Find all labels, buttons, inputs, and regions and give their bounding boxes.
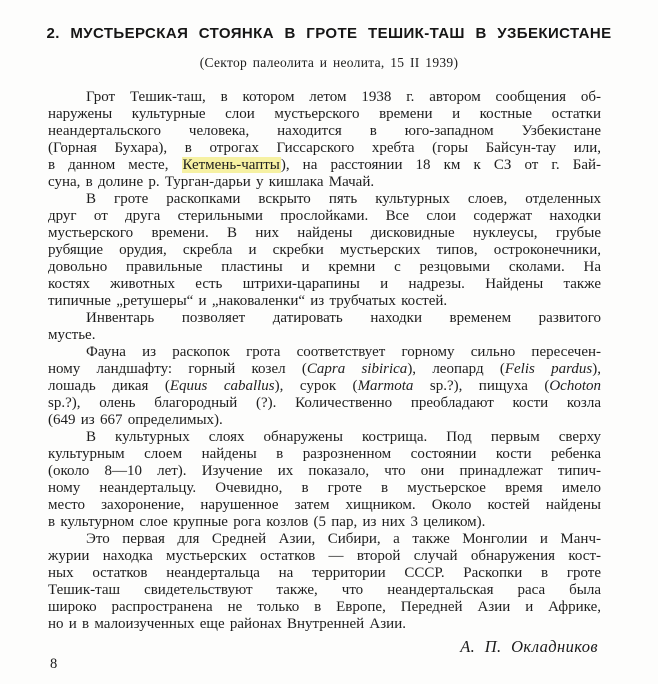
text-line: мустье.: [48, 327, 96, 343]
text-run: в данном месте,: [48, 157, 182, 173]
text-line: [48, 157, 601, 174]
text-line: культурным слоем найдены в разрозненном состоянии кости ребенка: [48, 446, 601, 462]
text-run: ному ландшафту: горный козел (: [48, 361, 307, 377]
text-line: Это первая для Средней Азии, Сибири, а также Монголии и Манч-: [86, 531, 601, 547]
text-line: sp.?), олень благородный (?). Количественно преобладают кости козла: [48, 395, 601, 411]
species-name: Felis pardus: [504, 361, 593, 377]
text-line: рубящие орудия, скребла и скребки мустьерских типов, остроконечники,: [48, 242, 601, 258]
text-line: (около 8—10 лет). Изучение их показало, что они принадлежат типич-: [48, 463, 601, 479]
text-line: типичные „ретушеры“ и „наковаленки“ из трубчатых костей.: [48, 293, 448, 309]
paragraph: [48, 344, 601, 429]
species-name: Equus caballus: [169, 378, 275, 394]
text-line: в культурном слое крупные рога козлов (5 пар, из них 3 целиком).: [48, 514, 486, 530]
page-title: 2. МУСТЬЕРСКАЯ СТОЯНКА В ГРОТЕ ТЕШИК-ТАШ В УЗБЕКИСТАНЕ: [46, 25, 612, 42]
highlighted-term: Кетмень-чапты: [182, 157, 280, 173]
text-line: неандертальского человека, находится в юго-западном Узбекистане: [48, 123, 601, 139]
text-line: Инвентарь позволяет датировать находки временем развитого: [86, 310, 601, 326]
document-body: [48, 89, 601, 633]
species-name: Capra sibirica: [306, 361, 408, 377]
text-line: широко распространена не только в Европе, Передней Азии и Африке,: [48, 599, 601, 615]
text-run: ),: [592, 361, 601, 377]
text-line: друг от друга стерильными прослойками. Все слои содержат находки: [48, 208, 601, 224]
page-number: 8: [50, 656, 58, 672]
text-line: (649 из 667 определимых).: [48, 412, 223, 428]
section-subtitle: (Сектор палеолита и неолита, 15 II 1939): [199, 55, 459, 70]
paragraph: [48, 191, 601, 310]
paragraph: [48, 429, 601, 531]
paragraph: [48, 531, 601, 633]
paragraph: [48, 89, 601, 191]
text-run: ), леопард (: [407, 361, 505, 377]
text-line: В культурных слоях обнаружены кострища. Под первым сверху: [86, 429, 601, 445]
text-line: мустьерского времени. В них найдены дисковидные нуклеусы, грубые: [48, 225, 601, 241]
text-line: но и в малоизученных еще районах Внутренней Азии.: [48, 616, 406, 632]
species-name: Ochoton: [549, 378, 601, 394]
text-line: Тешик-таш свидетельствуют также, что неандертальская раса была: [48, 582, 601, 598]
text-run: ), сурок (: [274, 378, 358, 394]
text-line: довольно правильные пластины и кремни с резцовыми сколами. На: [48, 259, 601, 275]
text-line: ному неандертальцу. Очевидно, в гроте в мустьерское время имело: [48, 480, 601, 496]
text-line: место захоронение, нарушенное затем хищником. Около костей найдены: [48, 497, 601, 513]
paragraph: [48, 310, 601, 344]
text-line: костях животных есть штрихи-царапины и надрезы. Найдены также: [48, 276, 601, 292]
text-run: ), на расстоянии 18 км к СЗ от г. Бай-: [280, 157, 601, 173]
text-line: Грот Тешик-таш, в котором летом 1938 г. автором сообщения об-: [86, 89, 601, 105]
species-name: Marmota: [357, 378, 414, 394]
text-run: sp.?), пищуха (: [413, 378, 550, 394]
text-run: лошадь дикая (: [48, 378, 170, 394]
author-signature: А. П. Окладников: [460, 637, 598, 656]
text-line: суна, в долине р. Турган-дарьи у кишлака Мачай.: [48, 174, 375, 190]
text-line: журии находка мустьерских остатков — второй случай обнаружения кост-: [48, 548, 601, 564]
text-line: (Горная Бухара), в отрогах Гиссарского хребта (горы Байсун-тау или,: [48, 140, 601, 156]
text-line: ных остатков неандертальца на территории СССР. Раскопки в гроте: [48, 565, 601, 581]
text-line: В гроте раскопками вскрыто пять культурных слоев, отделенных: [86, 191, 601, 207]
text-line: наружены культурные слои мустьерского времени и костные остатки: [48, 106, 601, 122]
text-line: Фауна из раскопок грота соответствует горному сильно пересечен-: [86, 344, 601, 360]
text-line: [48, 361, 601, 378]
text-line: [48, 378, 601, 395]
